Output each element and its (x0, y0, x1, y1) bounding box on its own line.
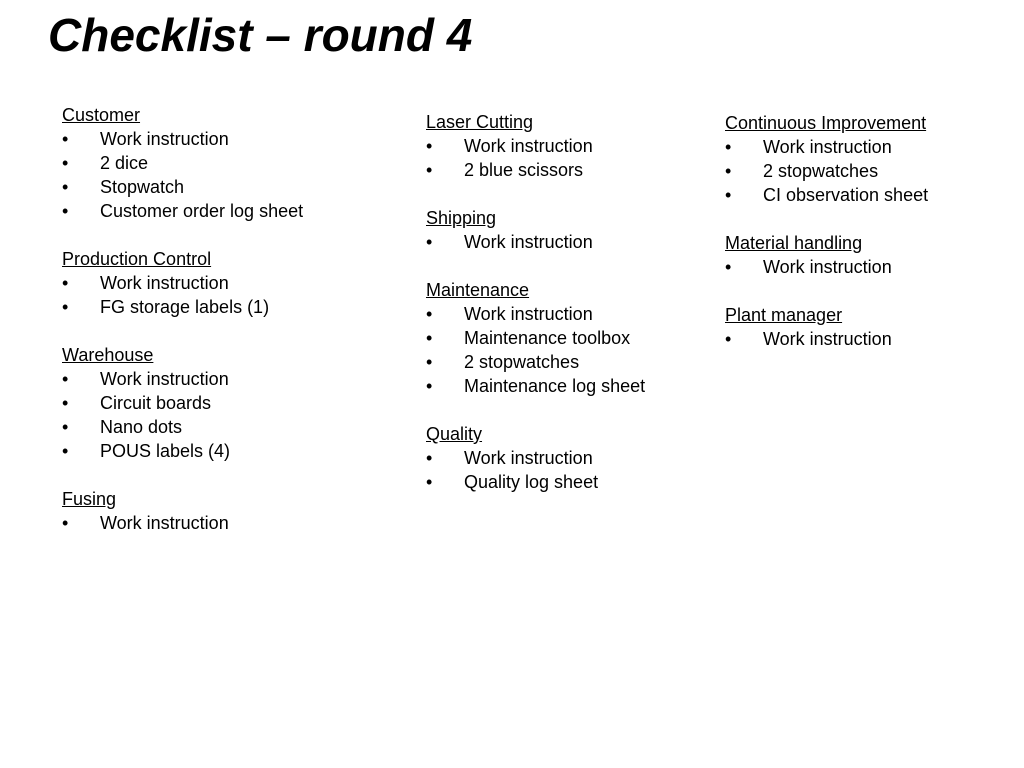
bullet: • (62, 177, 69, 197)
bullet: • (725, 161, 732, 181)
section-laser-cutting (426, 110, 716, 182)
bullet: • (426, 232, 433, 252)
item-text: 2 blue scissors (464, 160, 584, 180)
item-list (725, 255, 1015, 279)
item-text: Customer order log sheet (100, 201, 304, 221)
item-list (725, 327, 1015, 351)
section-production-control (62, 247, 402, 319)
bullet: • (62, 369, 69, 389)
item-list (62, 271, 402, 319)
section-heading: Customer (62, 105, 141, 125)
item-text: Work instruction (464, 448, 593, 468)
list-item (62, 415, 402, 439)
bullet: • (426, 472, 433, 492)
list-item (725, 135, 1015, 159)
section-heading: Laser Cutting (426, 112, 534, 132)
list-item (62, 127, 402, 151)
bullet: • (62, 153, 69, 173)
bullet: • (426, 448, 433, 468)
section-heading: Continuous Improvement (725, 113, 927, 133)
item-text: Work instruction (100, 129, 229, 149)
item-text: 2 dice (100, 153, 149, 173)
bullet: • (62, 297, 69, 317)
item-text: Stopwatch (100, 177, 185, 197)
list-item (426, 302, 716, 326)
list-item (725, 255, 1015, 279)
item-text: CI observation sheet (763, 185, 929, 205)
bullet: • (426, 328, 433, 348)
item-text: Quality log sheet (464, 472, 599, 492)
item-list (426, 446, 716, 494)
bullet: • (62, 441, 69, 461)
list-item (62, 367, 402, 391)
item-text: Work instruction (464, 304, 593, 324)
item-text: Circuit boards (100, 393, 212, 413)
page-title: Checklist – round 4 (48, 9, 473, 61)
section-heading: Fusing (62, 489, 117, 509)
list-item (62, 511, 402, 535)
section-heading: Maintenance (426, 280, 530, 300)
checklist-column-2 (426, 110, 716, 518)
list-item (426, 134, 716, 158)
section-fusing (62, 487, 402, 535)
bullet: • (426, 352, 433, 372)
bullet: • (426, 160, 433, 180)
item-list (426, 134, 716, 182)
list-item (62, 175, 402, 199)
list-item (426, 470, 716, 494)
bullet: • (725, 185, 732, 205)
item-text: 2 stopwatches (763, 161, 879, 181)
item-text: Work instruction (464, 232, 593, 252)
item-list (426, 302, 716, 398)
bullet: • (725, 257, 732, 277)
list-item (426, 158, 716, 182)
bullet: • (426, 136, 433, 156)
bullet: • (426, 304, 433, 324)
bullet: • (725, 329, 732, 349)
item-text: FG storage labels (1) (100, 297, 270, 317)
section-quality (426, 422, 716, 494)
list-item (62, 199, 402, 223)
section-heading: Shipping (426, 208, 497, 228)
list-item (62, 391, 402, 415)
section-heading: Quality (426, 424, 483, 444)
item-list (62, 511, 402, 535)
item-text: Work instruction (763, 329, 892, 349)
checklist-column-3 (725, 111, 1015, 375)
item-text: Maintenance toolbox (464, 328, 631, 348)
section-heading: Warehouse (62, 345, 154, 365)
item-text: POUS labels (4) (100, 441, 231, 461)
item-list (62, 127, 402, 223)
item-list (725, 135, 1015, 207)
item-text: Nano dots (100, 417, 183, 437)
item-list (426, 230, 716, 254)
section-customer (62, 103, 402, 223)
list-item (62, 151, 402, 175)
bullet: • (62, 201, 69, 221)
section-material-handling (725, 231, 1015, 279)
section-plant-manager (725, 303, 1015, 351)
list-item (725, 159, 1015, 183)
item-text: Work instruction (100, 369, 229, 389)
section-shipping (426, 206, 716, 254)
section-heading: Plant manager (725, 305, 843, 325)
bullet: • (62, 393, 69, 413)
item-text: Work instruction (763, 257, 892, 277)
list-item (426, 230, 716, 254)
section-warehouse (62, 343, 402, 463)
list-item (725, 183, 1015, 207)
section-maintenance (426, 278, 716, 398)
item-text: Work instruction (100, 513, 229, 533)
list-item (725, 327, 1015, 351)
checklist-column-1 (62, 103, 402, 559)
section-continuous-improvement (725, 111, 1015, 207)
item-text: Work instruction (763, 137, 892, 157)
section-heading: Production Control (62, 249, 212, 269)
list-item (426, 446, 716, 470)
list-item (62, 271, 402, 295)
list-item (62, 439, 402, 463)
bullet: • (62, 129, 69, 149)
list-item (426, 374, 716, 398)
item-text: Maintenance log sheet (464, 376, 646, 396)
item-text: Work instruction (100, 273, 229, 293)
item-text: Work instruction (464, 136, 593, 156)
bullet: • (62, 273, 69, 293)
bullet: • (62, 513, 69, 533)
bullet: • (725, 137, 732, 157)
list-item (426, 326, 716, 350)
list-item (426, 350, 716, 374)
bullet: • (426, 376, 433, 396)
section-heading: Material handling (725, 233, 863, 253)
list-item (62, 295, 402, 319)
item-list (62, 367, 402, 463)
item-text: 2 stopwatches (464, 352, 580, 372)
bullet: • (62, 417, 69, 437)
